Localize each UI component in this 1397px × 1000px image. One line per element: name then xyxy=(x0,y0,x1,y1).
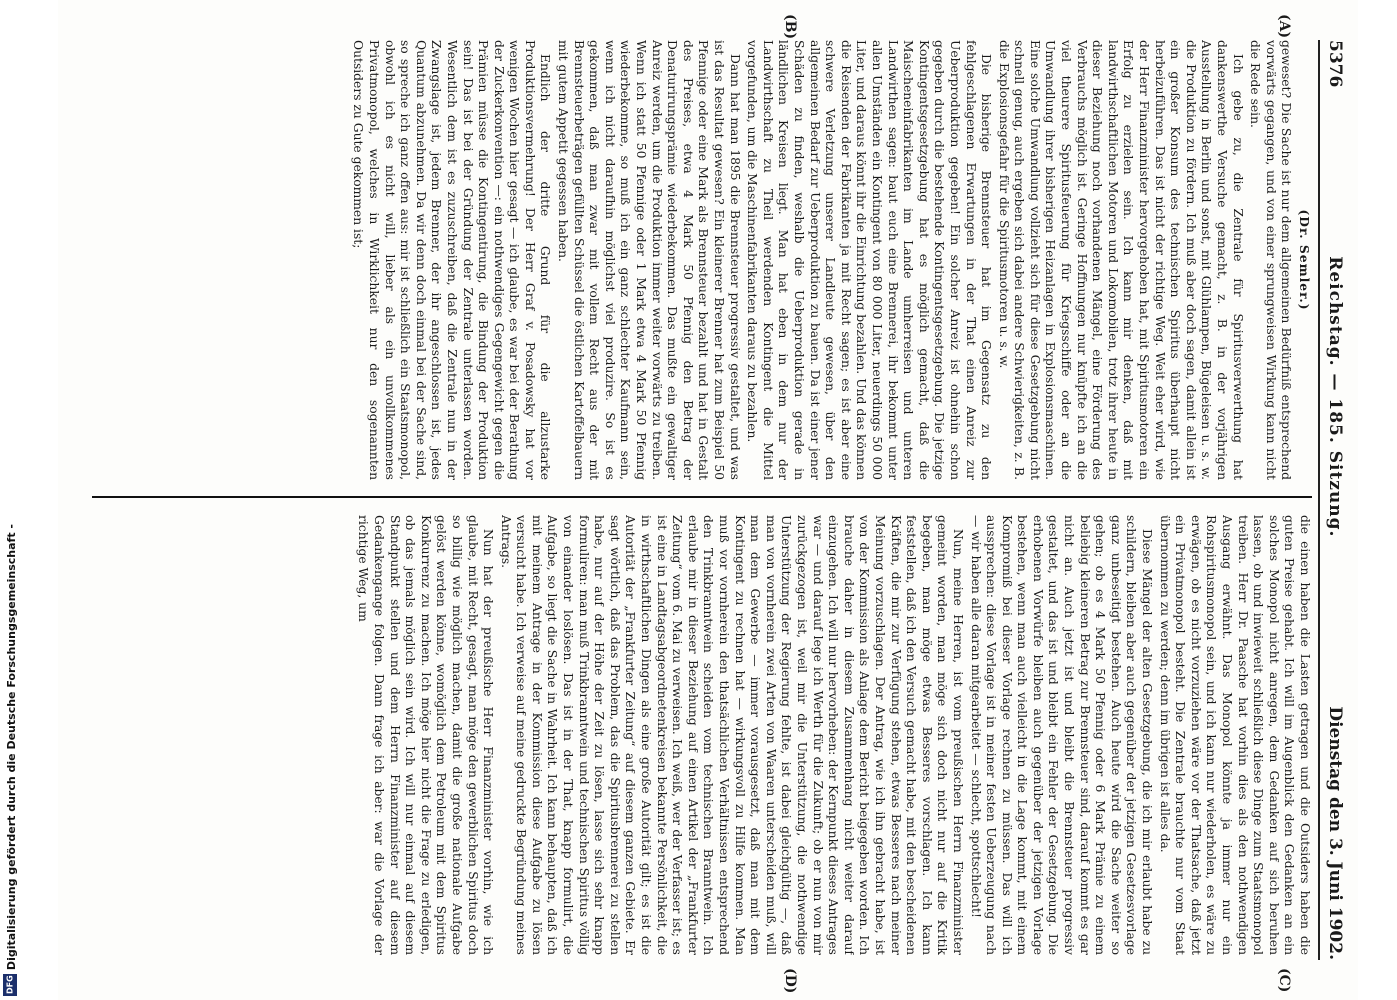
page-header xyxy=(1318,40,1350,960)
paragraph: Diese Mängel der alten Gesetzgebung, die ich mir erlaubt habe zu schildern, bleiben aber auch gegenüber der jetzigen Gesetzesvorlage ganz unbeseitigt bestehen. Auch heute wird die Sache weiter so gehen; ob es 4 Mark 50 Pfennig oder 6 Mark Prämie zu einem beliebig kleineren Betrag zur Brennsteuer sind, darauf kommt es gar nicht an. Auch jetzt ist und bleibt die Brennsteuer progressiv gestaltet, und das ist und bleibt ein Fehler der Gesetzgebung. Die erhobenen Vorwürfe bleiben auch gegenüber der jetzigen Vorlage bestehen, wenn man auch vielleicht in die Lage kommt, mit einem Kompromiß bei dieser Vorlage rechnen zu müssen. Das will ich aussprechen: diese Vorlage ist in meiner festen Ueberzeugung nach — wir haben alle daran mitgearbeitet — schlecht, spottschlecht! xyxy=(968,515,1155,955)
digitization-credit xyxy=(2,0,20,1000)
margin-marker-b: (B) xyxy=(782,14,798,40)
paragraph: geweset? Die Sache ist nur dem allgemeinen Bedürfniß entsprechend vorwärts gegangen, und von einer sprungweisen Wirkung kann nicht die Rede sein. xyxy=(1248,40,1294,480)
page-number: 5376 xyxy=(1325,40,1345,88)
paragraph: Dann hat man 1895 die Brennsteuer progressiv gestaltet, und was ist das Resultat gewesen? Ein kleinerer Brenner hat zum Beispiel 50 Pfennige oder eine Mark als Brennsteuer bezahlt und hat in Gestalt des Preises, etwa 4 Mark 50 Pfennig den Betrag der Denaturirungsprämie wiederbekommen. Das mußte ein gewaltiger Anreiz werden, um die Produktion immer weiter vorwärts zu treiben. Wenn ich statt 50 Pfennige oder 1 Mark etwa 4 Mark 50 Pfennig wiederbekomme, so muß ich ein ganz schlechter Kaufmann sein, wenn ich nicht daraufhin möglichst viel produzire. So ist es gekommen, daß man zwar mit vollem Recht aus der mit Brennsteuerbeträgen gefüllten Schüssel die östlichen Kartoffelbauern mit gutem Appetit gegessen haben. xyxy=(556,40,742,480)
column-divider xyxy=(92,496,1312,498)
margin-marker-a: (A) xyxy=(1276,14,1292,39)
document-page xyxy=(58,0,1358,1000)
paragraph: Endlich der dritte Grund für die allzustarke Produktionsvermehrung! Der Herr Graf v. Posadowsky hat vor wenigen Wochen hier gesagt — ich glaube, es war bei der Berathung der Zuckerkonvention —: ein nothwendiges Gegengewicht gegen die Prämien müsse die Kontingentirung, die Bindung der Produktion sein! Das ist bei der Gründung der Zentrale unterlassen worden. Wesentlich dem ist es zuzuschreiben, daß die Zentrale nun in der Zwangslage ist, jedem Brenner, der ihr angeschlossen ist, jedes Quantum abzunehmen. Da wir denn doch einmal bei der Sache sind, so spreche ich ganz offen aus: mir ist schließlich ein Staatsmonopol, obwohl ich es nicht will, lieber als ein unvollkommenes Privatmonopol, welches in Wirklichkeit nur den sogenannten Outsiders zu Gute gekommen ist; xyxy=(351,40,553,480)
paragraph: die einen haben die Lasten getragen und die Outsiders haben die guten Preise gehabt. Ich will im Augenblick den Gedanken an ein solches Monopol nicht anregen, dem Gedanken auf sich beruhen lassen, ob und inwieweit schließlich diese Dinge zum Staatsmonopol treiben. Herr Dr. Paasche hat vorhin dies als den nothwendigen Ausgang erwähnt. Das Monopol könnte ja immer nur ein Rohspiritusmonopol sein, und ich kann nur wiederholen, es wäre zu erwägen, ob es nicht vorzuziehen wäre vor der Thatsache, daß jetzt ein Privatmonopol besteht. Die Zentrale brauchte nur vom Staat übernommen zu werden; denn im übrigen ist alles da. xyxy=(1157,515,1312,955)
right-column xyxy=(92,515,1312,955)
margin-marker-c: (C) xyxy=(1276,968,1292,993)
credit-text: Digitalisierung gefördert durch die Deutsche Forschungsgemeinschaft - xyxy=(4,523,18,970)
paragraph: Nun hat der preußische Herr Finanzminister vorhin, wie ich glaube, mit Recht, gesagt, man möge den gewerblichen Spiritus doch so billig wie möglich machen, damit die große nationale Aufgabe gelöst werden könne, womöglich dem Petroleum mit dem Spiritus Konkurrenz zu machen. Ich möge hier nicht die Frage zu erledigen, ob das jemals möglich sein wird. Ich will nur einmal auf diesem Standpunkt stellen und dem Herrn Finanzminister auf diesem Gedankengange folgen. Dann frage ich aber: war die Vorlage der richtige Weg, um xyxy=(356,515,496,955)
paragraph: Ich gebe zu, die Zentrale für Spiritusverwerthung hat dankenswerthe Versuche gemacht, z. B. in der vorjährigen Ausstellung in Berlin und sonst, mit Glühlampen, Bügeleisen u. s. w. die Produktion zu fördern. Ich muß aber doch sagen, damit allein ist ein großer Konsum des technischen Spiritus überhaupt nicht herbeizuführen. Das ist nicht der richtige Weg. Weit eher wird, wie der Herr Finanzminister hervorgehoben hat, mit Spiritusmotoren ein Erfolg zu erzielen sein. Ich kann mir denken, daß mit landwirthschaftlichen Motoren und Lokomobilen, trotz ihrer heute in dieser Beziehung noch vorhandenen Mängel, eine Förderung des Verbrauchs möglich ist. Geringe Hoffnungen nur knüpfte ich an die viel theurere Spiritusfeuerung für Kriegsschiffe oder an die Umwandlung ihrer bisherigen Heizanlagen in Explosionsmaschinen. Eine solche Umwandlung vollzieht sich für diese Gesetzgebung nicht schnell genug, auch ergeben sich dabei andere Schwierigkeiten, z. B. die Explosionsgefahr für die Spiritusmotoren u. s. w. xyxy=(996,40,1245,480)
scan-viewport xyxy=(20,0,1397,1000)
paragraph: Nun, meine Herren, ist vom preußischen Herrn Finanzminister gemeint worden, man möge sich doch nicht nur auf die Kritik begeben, man möge etwas Besseres vorschlagen. Ich kann feststellen, daß ich den Versuch gemacht habe, mit den bescheidenen Kräften, die mir zur Verfügung stehen, etwas Besseres nach meiner Meinung vorzuschlagen. Der Antrag, wie ich ihn gebracht habe, ist von der Kommission als Anlage dem Bericht beigegeben worden. Ich brauche daher in diesem Zusammenhang nicht weiter darauf einzugehen. Ich will nur hervorheben: der Kernpunkt dieses Antrages war — und darauf lege ich Werth für die Zukunft; ob er nun von mir zurückgezogen ist, weil mir die Unterstützung, die nothwendige Unterstützung der Regierung fehlte, ist dabei gleichgültig —, daß man von vornherein zwei Arten von Waaren unterscheiden muß, will man dem Gewerbe — immer vorausgesetzt, daß man mit dem Kontingent zu rechnen hat — wirkungsvoll zu Hilfe kommen. Man muß vor vornherein den thatsächlichen Verhältnissen entsprechend den Trinkbranntwein scheiden vom technischen Branntwein. Ich erlaube mir in dieser Beziehung auf einen Artikel der „Frankfurter Zeitung“ vom 6. Mai zu verweisen. Ich weiß, wer der Verfasser ist; es ist eine in Landtagsabgeordnetenkreisen bekannte Persönlichkeit, die in wirthschaftlichen Dingen als eine große Autorität gilt; es ist die Autorität der „Frankfurter Zeitung“ auf diesem ganzen Gebiete. Er sagt wörtlich, daß das Problem, das die Spiritusbrennerei zu stellen habe, nur auf der Höhe der Zeit zu lösen, lasse sich sehr knapp formuliren: man muß Trinkbranntwein und technischen Spiritus völlig von einander loslösen. Das ist in der That, knapp formulirt, die Aufgabe, so liegt die Sache in Wahrheit. Ich kann behaupten, daß ich mit meinem Antrage in der Kommission diese Aufgabe zu lösen versucht habe. Ich verweise auf meine gedruckte Begründung meines Antrags. xyxy=(498,515,965,955)
session-date: Dienstag den 3. Juni 1902. xyxy=(1325,706,1345,960)
left-column xyxy=(92,40,1312,480)
paragraph: Die bisherige Brennsteuer hat im Gegensatz zu den fehlgeschlagenen Erwartungen in der That einen Anreiz zur Ueberproduktion gegeben! Ein solcher Anreiz ist ohnehin schon gegeben durch die bestehende Kontingentsgesetzgebung. Die jetzige Kontingentsgesetzgebung hat es möglich gemacht, daß die Maischeneinfabrikanten im Lande umherreisen und unteren Landwirthen sagen: baut euch eine Brennerei, ihr bekommt unter allen Umständen ein Kontingent von 80 000 Liter, neuerdings 50 000 Liter, und daraus könnt ihr die Einrichtung bezahlen. Und das können die Reisenden der Fabrikanten ja mit Recht sagen; es ist aber eine schwere Verletzung unserer Landleute gewesen, über den allgemeinen Bedarf zur Ueberproduktion zu bauen. Da ist einer jener Schäden zu finden, weshalb die Ueberproduktion gerade in ländlichen Kreisen liegt. Man hat eben in dem nur der Landwirthschaft zu Theil werdenden Kontingent die Mittel vorgefunden, um die Maschinenfabrikanten daraus zu bezahlen. xyxy=(745,40,994,480)
session-title: Reichstag. — 185. Sitzung. xyxy=(1325,256,1345,538)
speaker-label: (Dr. Semler.) xyxy=(1297,209,1312,311)
margin-marker-d: (D) xyxy=(782,968,798,994)
dfg-logo: DFG xyxy=(3,974,17,996)
